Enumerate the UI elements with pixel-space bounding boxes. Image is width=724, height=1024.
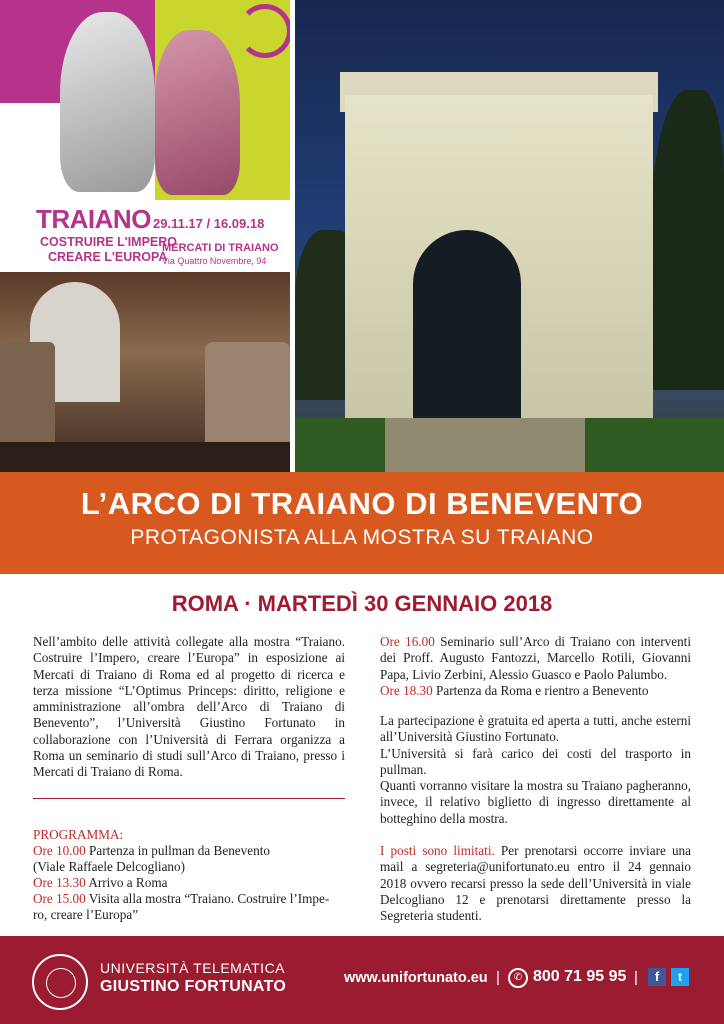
- program-text: Arrivo a Roma: [85, 875, 168, 890]
- poster-dates: 29.11.17 / 16.09.18: [153, 216, 265, 231]
- program-continued: [380, 634, 691, 699]
- logo-inner-ring: [46, 968, 76, 998]
- footer: [0, 936, 724, 1024]
- program-item-1830: [380, 683, 691, 699]
- participation-info: [380, 713, 691, 827]
- participation-paragraph-1: La partecipazione è gratuita ed aperta a tutti, anche esterni all’Università Giustino Fortunato.: [380, 713, 691, 745]
- event-date-heading: ROMA · MARTEDÌ 30 GENNAIO 2018: [171, 591, 553, 616]
- program-time: Ore 10.00: [33, 843, 86, 858]
- phone-icon: ✆: [508, 968, 528, 988]
- program-item-1600: [380, 634, 691, 683]
- title-banner: [0, 472, 724, 574]
- program-time: Ore 13.30: [33, 875, 86, 890]
- program-text: Visita alla mostra “Traiano. Costruire l’Impe-: [85, 891, 330, 906]
- museum-interior-photo: [0, 272, 290, 472]
- phone-number[interactable]: 800 71 95 95: [533, 968, 627, 985]
- trajan-bust-overlay-image: [155, 30, 240, 195]
- program-time: Ore 16.00: [380, 634, 435, 649]
- university-name-line2: GIUSTINO FORTUNATO: [100, 978, 287, 995]
- pathway: [385, 418, 585, 472]
- banner-subtitle: PROTAGONISTA ALLA MOSTRA SU TRAIANO: [130, 526, 594, 549]
- poster-subtitle-line1: COSTRUIRE L'IMPERO: [40, 235, 178, 249]
- program-time: Ore 18.30: [380, 682, 433, 698]
- separator: |: [634, 969, 638, 986]
- column-divider: [33, 798, 345, 799]
- trajan-bust-image: [60, 12, 155, 192]
- poster-ring-graphic: [238, 4, 290, 58]
- separator: |: [496, 969, 500, 986]
- booking-info: [380, 843, 691, 924]
- university-name-line1: UNIVERSITÀ TELEMATICA: [100, 960, 286, 976]
- poster-address: Via Quattro Novembre, 94: [162, 256, 267, 266]
- tree-right: [650, 90, 724, 390]
- program-text: Partenza in pullman da Benevento: [85, 843, 270, 858]
- booking-text: Per prenotarsi occorre inviare una mail a segreteria@unifortunato.eu entro il 24 gennaio 2018 ovvero recarsi presso la sede dell’Università in viale Delcogliano 12 e prenotarsi direttamente presso la Segreteria studenti.: [380, 843, 691, 924]
- program-text: (Viale Raffaele Delcogliano): [33, 859, 186, 874]
- poster-venue: MERCATI DI TRAIANO: [162, 242, 279, 254]
- participation-paragraph-2: L’Università si farà carico dei costi del trasporto in pullman.: [380, 745, 691, 777]
- program-item: [33, 907, 348, 923]
- participation-paragraph-3: Quanti vorranno visitare la mostra su Traiano pagheranno, invece, il relativo biglietto di ingresso direttamente al botteghino della mostra.: [380, 778, 691, 826]
- arch-of-trajan-photo: [295, 0, 724, 472]
- poster-title: TRAIANO: [36, 204, 151, 234]
- poster-subtitle-line2: CREARE L'EUROPA: [48, 250, 168, 264]
- program-text: ro, creare l’Europa”: [33, 907, 139, 922]
- programma-heading: PROGRAMMA:: [33, 827, 124, 842]
- program-item: [33, 875, 348, 891]
- arch-opening: [413, 230, 521, 420]
- facebook-icon[interactable]: f: [648, 968, 666, 986]
- program-item: [33, 843, 348, 859]
- twitter-icon[interactable]: t: [671, 968, 689, 986]
- program-time: Ore 15.00: [33, 891, 86, 906]
- website-link[interactable]: www.unifortunato.eu: [344, 970, 488, 986]
- university-logo: [32, 954, 88, 1010]
- program-text: Partenza da Roma e rientro a Benevento: [432, 682, 649, 698]
- intro-paragraph: Nell’ambito delle attività collegate alla mostra “Traiano. Costruire l’Impero, creare l’Europa” in esposizione ai Mercati di Traiano di Roma ed al progetto di ricerca e terza missione “L’Optimus Princeps: diritto, religione e amministrazione all’ombra dell’Arco di Traiano di Benevento”, l’Università Giustino Fortunato in collaborazione con l’Università di Ferrara organizza a Roma un seminario di studi sull’Arco di Traiano, presso i Mercati di Traiano di Roma.: [33, 634, 345, 780]
- museum-floor: [0, 442, 290, 472]
- banner-title: L’ARCO DI TRAIANO DI BENEVENTO: [80, 486, 644, 521]
- program-text: Seminario sull’Arco di Traiano con interventi dei Proff. Augusto Fantozzi, Marcello Rotili, Giovanni Papa, Livio Zerbini, Alessio Guasco e Paolo Palumbo.: [380, 634, 691, 682]
- exhibition-poster: [0, 0, 290, 272]
- program-item: [33, 859, 348, 875]
- program-item: [33, 891, 348, 907]
- limited-seats-note: I posti sono limitati.: [380, 843, 495, 858]
